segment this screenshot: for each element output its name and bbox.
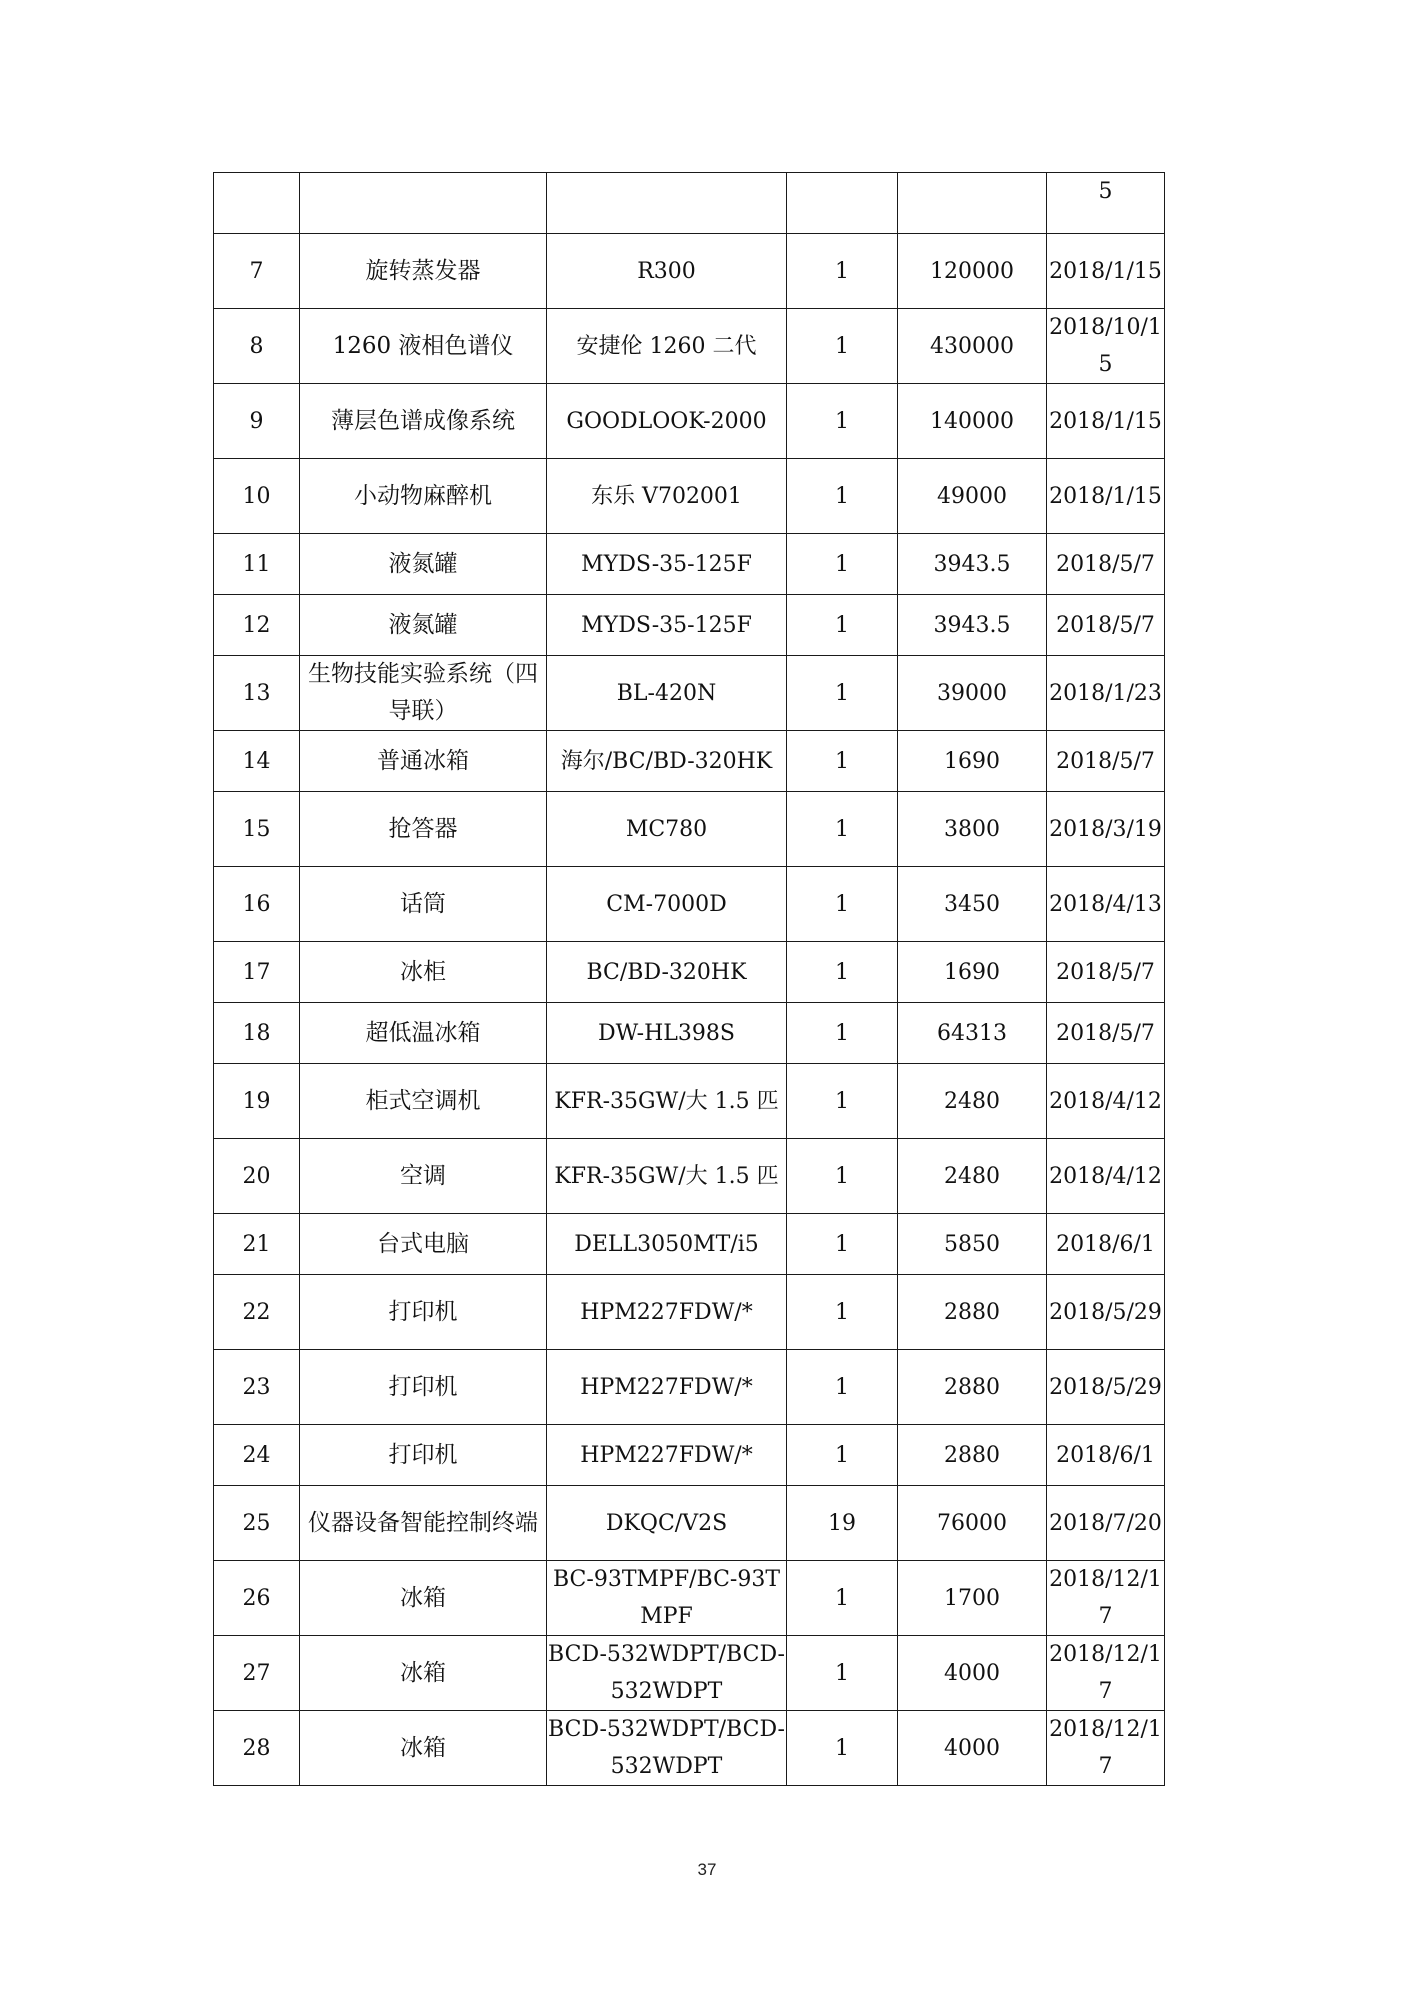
table-row [214,1275,1165,1350]
equipment-table-body [214,173,1165,1786]
model-cell: MYDS-35-125F [547,534,787,595]
table-row [214,1711,1165,1786]
equipment-name-cell: 打印机 [300,1275,547,1350]
purchase-date-cell: 2018/5/7 [1047,1003,1165,1064]
row-number-cell: 26 [214,1561,300,1636]
equipment-name-cell: 液氮罐 [300,595,547,656]
purchase-date-cell: 2018/6/1 [1047,1425,1165,1486]
quantity-cell: 1 [787,595,898,656]
row-number-cell: 28 [214,1711,300,1786]
table-row [214,731,1165,792]
table-row [214,1425,1165,1486]
price-cell: 1700 [898,1561,1047,1636]
price-cell: 76000 [898,1486,1047,1561]
model-cell: HPM227FDW/* [547,1350,787,1425]
price-cell: 120000 [898,234,1047,309]
equipment-name-cell: 旋转蒸发器 [300,234,547,309]
price-cell: 39000 [898,656,1047,731]
purchase-date-cell: 2018/4/12 [1047,1139,1165,1214]
row-number-cell: 22 [214,1275,300,1350]
equipment-name-cell: 冰箱 [300,1636,547,1711]
table-row [214,1350,1165,1425]
purchase-date-cell: 2018/12/17 [1047,1636,1165,1711]
equipment-name-cell: 抢答器 [300,792,547,867]
model-cell: DELL3050MT/i5 [547,1214,787,1275]
table-row [214,1003,1165,1064]
equipment-name-cell: 台式电脑 [300,1214,547,1275]
purchase-date-cell: 2018/5/7 [1047,595,1165,656]
quantity-cell: 1 [787,1214,898,1275]
model-cell: HPM227FDW/* [547,1425,787,1486]
purchase-date-cell: 2018/5/29 [1047,1350,1165,1425]
equipment-name-cell: 冰柜 [300,942,547,1003]
table-row [214,309,1165,384]
equipment-name-cell: 小动物麻醉机 [300,459,547,534]
equipment-name-cell: 生物技能实验系统（四导联） [300,656,547,731]
row-number-cell: 11 [214,534,300,595]
row-number-cell: 23 [214,1350,300,1425]
model-cell: BC-93TMPF/BC-93TMPF [547,1561,787,1636]
row-number-cell: 21 [214,1214,300,1275]
equipment-name-cell: 仪器设备智能控制终端 [300,1486,547,1561]
model-cell: BCD-532WDPT/BCD-532WDPT [547,1636,787,1711]
purchase-date-cell: 2018/7/20 [1047,1486,1165,1561]
model-cell: R300 [547,234,787,309]
row-number-cell: 12 [214,595,300,656]
table-row [214,792,1165,867]
price-cell: 3800 [898,792,1047,867]
quantity-cell: 1 [787,1064,898,1139]
purchase-date-cell: 2018/5/7 [1047,731,1165,792]
purchase-date-cell: 2018/1/15 [1047,459,1165,534]
purchase-date-cell: 2018/3/19 [1047,792,1165,867]
quantity-cell: 1 [787,1003,898,1064]
quantity-cell: 1 [787,731,898,792]
model-cell [547,173,787,234]
equipment-name-cell: 话筒 [300,867,547,942]
quantity-cell: 1 [787,1139,898,1214]
equipment-table [213,172,1165,1786]
price-cell [898,173,1047,234]
purchase-date-cell: 2018/10/15 [1047,309,1165,384]
model-cell: BL-420N [547,656,787,731]
quantity-cell: 1 [787,234,898,309]
model-cell: CM-7000D [547,867,787,942]
row-number-cell: 18 [214,1003,300,1064]
price-cell: 2480 [898,1064,1047,1139]
purchase-date-cell: 5 [1047,173,1165,234]
quantity-cell: 1 [787,384,898,459]
price-cell: 49000 [898,459,1047,534]
purchase-date-cell: 2018/1/15 [1047,384,1165,459]
row-number-cell: 24 [214,1425,300,1486]
table-row [214,534,1165,595]
row-number-cell: 7 [214,234,300,309]
model-cell: 东乐 V702001 [547,459,787,534]
price-cell: 2480 [898,1139,1047,1214]
quantity-cell: 1 [787,1275,898,1350]
table-row [214,1214,1165,1275]
quantity-cell [787,173,898,234]
quantity-cell: 19 [787,1486,898,1561]
table-row [214,656,1165,731]
purchase-date-cell: 2018/6/1 [1047,1214,1165,1275]
price-cell: 2880 [898,1275,1047,1350]
table-row [214,1139,1165,1214]
model-cell: MC780 [547,792,787,867]
purchase-date-cell: 2018/4/12 [1047,1064,1165,1139]
quantity-cell: 1 [787,1561,898,1636]
model-cell: DW-HL398S [547,1003,787,1064]
table-row [214,1636,1165,1711]
price-cell: 64313 [898,1003,1047,1064]
price-cell: 2880 [898,1425,1047,1486]
model-cell: 海尔/BC/BD-320HK [547,731,787,792]
row-number-cell: 14 [214,731,300,792]
purchase-date-cell: 2018/1/15 [1047,234,1165,309]
price-cell: 3450 [898,867,1047,942]
row-number-cell: 15 [214,792,300,867]
purchase-date-cell: 2018/5/7 [1047,942,1165,1003]
price-cell: 1690 [898,942,1047,1003]
model-cell: BCD-532WDPT/BCD-532WDPT [547,1711,787,1786]
price-cell: 430000 [898,309,1047,384]
quantity-cell: 1 [787,1711,898,1786]
quantity-cell: 1 [787,942,898,1003]
table-row [214,1561,1165,1636]
purchase-date-cell: 2018/5/29 [1047,1275,1165,1350]
model-cell: GOODLOOK-2000 [547,384,787,459]
quantity-cell: 1 [787,459,898,534]
table-row [214,1486,1165,1561]
price-cell: 3943.5 [898,534,1047,595]
row-number-cell: 9 [214,384,300,459]
table-row [214,595,1165,656]
model-cell: 安捷伦 1260 二代 [547,309,787,384]
table-row [214,173,1165,234]
model-cell: KFR-35GW/大 1.5 匹 [547,1139,787,1214]
model-cell: MYDS-35-125F [547,595,787,656]
price-cell: 4000 [898,1636,1047,1711]
model-cell: BC/BD-320HK [547,942,787,1003]
equipment-name-cell: 普通冰箱 [300,731,547,792]
row-number-cell: 17 [214,942,300,1003]
equipment-name-cell: 薄层色谱成像系统 [300,384,547,459]
purchase-date-cell: 2018/5/7 [1047,534,1165,595]
row-number-cell: 16 [214,867,300,942]
price-cell: 2880 [898,1350,1047,1425]
table-row [214,459,1165,534]
equipment-name-cell: 冰箱 [300,1561,547,1636]
quantity-cell: 1 [787,1425,898,1486]
purchase-date-cell: 2018/12/17 [1047,1711,1165,1786]
equipment-name-cell: 超低温冰箱 [300,1003,547,1064]
quantity-cell: 1 [787,792,898,867]
model-cell: KFR-35GW/大 1.5 匹 [547,1064,787,1139]
table-row [214,942,1165,1003]
price-cell: 140000 [898,384,1047,459]
quantity-cell: 1 [787,656,898,731]
quantity-cell: 1 [787,1350,898,1425]
table-row [214,384,1165,459]
price-cell: 5850 [898,1214,1047,1275]
equipment-name-cell [300,173,547,234]
table-row [214,1064,1165,1139]
equipment-name-cell: 打印机 [300,1425,547,1486]
price-cell: 4000 [898,1711,1047,1786]
row-number-cell: 13 [214,656,300,731]
page-number: 37 [697,1860,717,1879]
quantity-cell: 1 [787,867,898,942]
equipment-name-cell: 柜式空调机 [300,1064,547,1139]
price-cell: 1690 [898,731,1047,792]
purchase-date-cell: 2018/1/23 [1047,656,1165,731]
equipment-name-cell: 打印机 [300,1350,547,1425]
quantity-cell: 1 [787,534,898,595]
row-number-cell: 19 [214,1064,300,1139]
equipment-name-cell: 冰箱 [300,1711,547,1786]
quantity-cell: 1 [787,309,898,384]
model-cell: DKQC/V2S [547,1486,787,1561]
row-number-cell: 10 [214,459,300,534]
row-number-cell: 27 [214,1636,300,1711]
price-cell: 3943.5 [898,595,1047,656]
table-row [214,234,1165,309]
purchase-date-cell: 2018/4/13 [1047,867,1165,942]
table-row [214,867,1165,942]
row-number-cell [214,173,300,234]
model-cell: HPM227FDW/* [547,1275,787,1350]
row-number-cell: 8 [214,309,300,384]
row-number-cell: 25 [214,1486,300,1561]
purchase-date-cell: 2018/12/17 [1047,1561,1165,1636]
quantity-cell: 1 [787,1636,898,1711]
equipment-name-cell: 空调 [300,1139,547,1214]
equipment-name-cell: 液氮罐 [300,534,547,595]
row-number-cell: 20 [214,1139,300,1214]
equipment-name-cell: 1260 液相色谱仪 [300,309,547,384]
